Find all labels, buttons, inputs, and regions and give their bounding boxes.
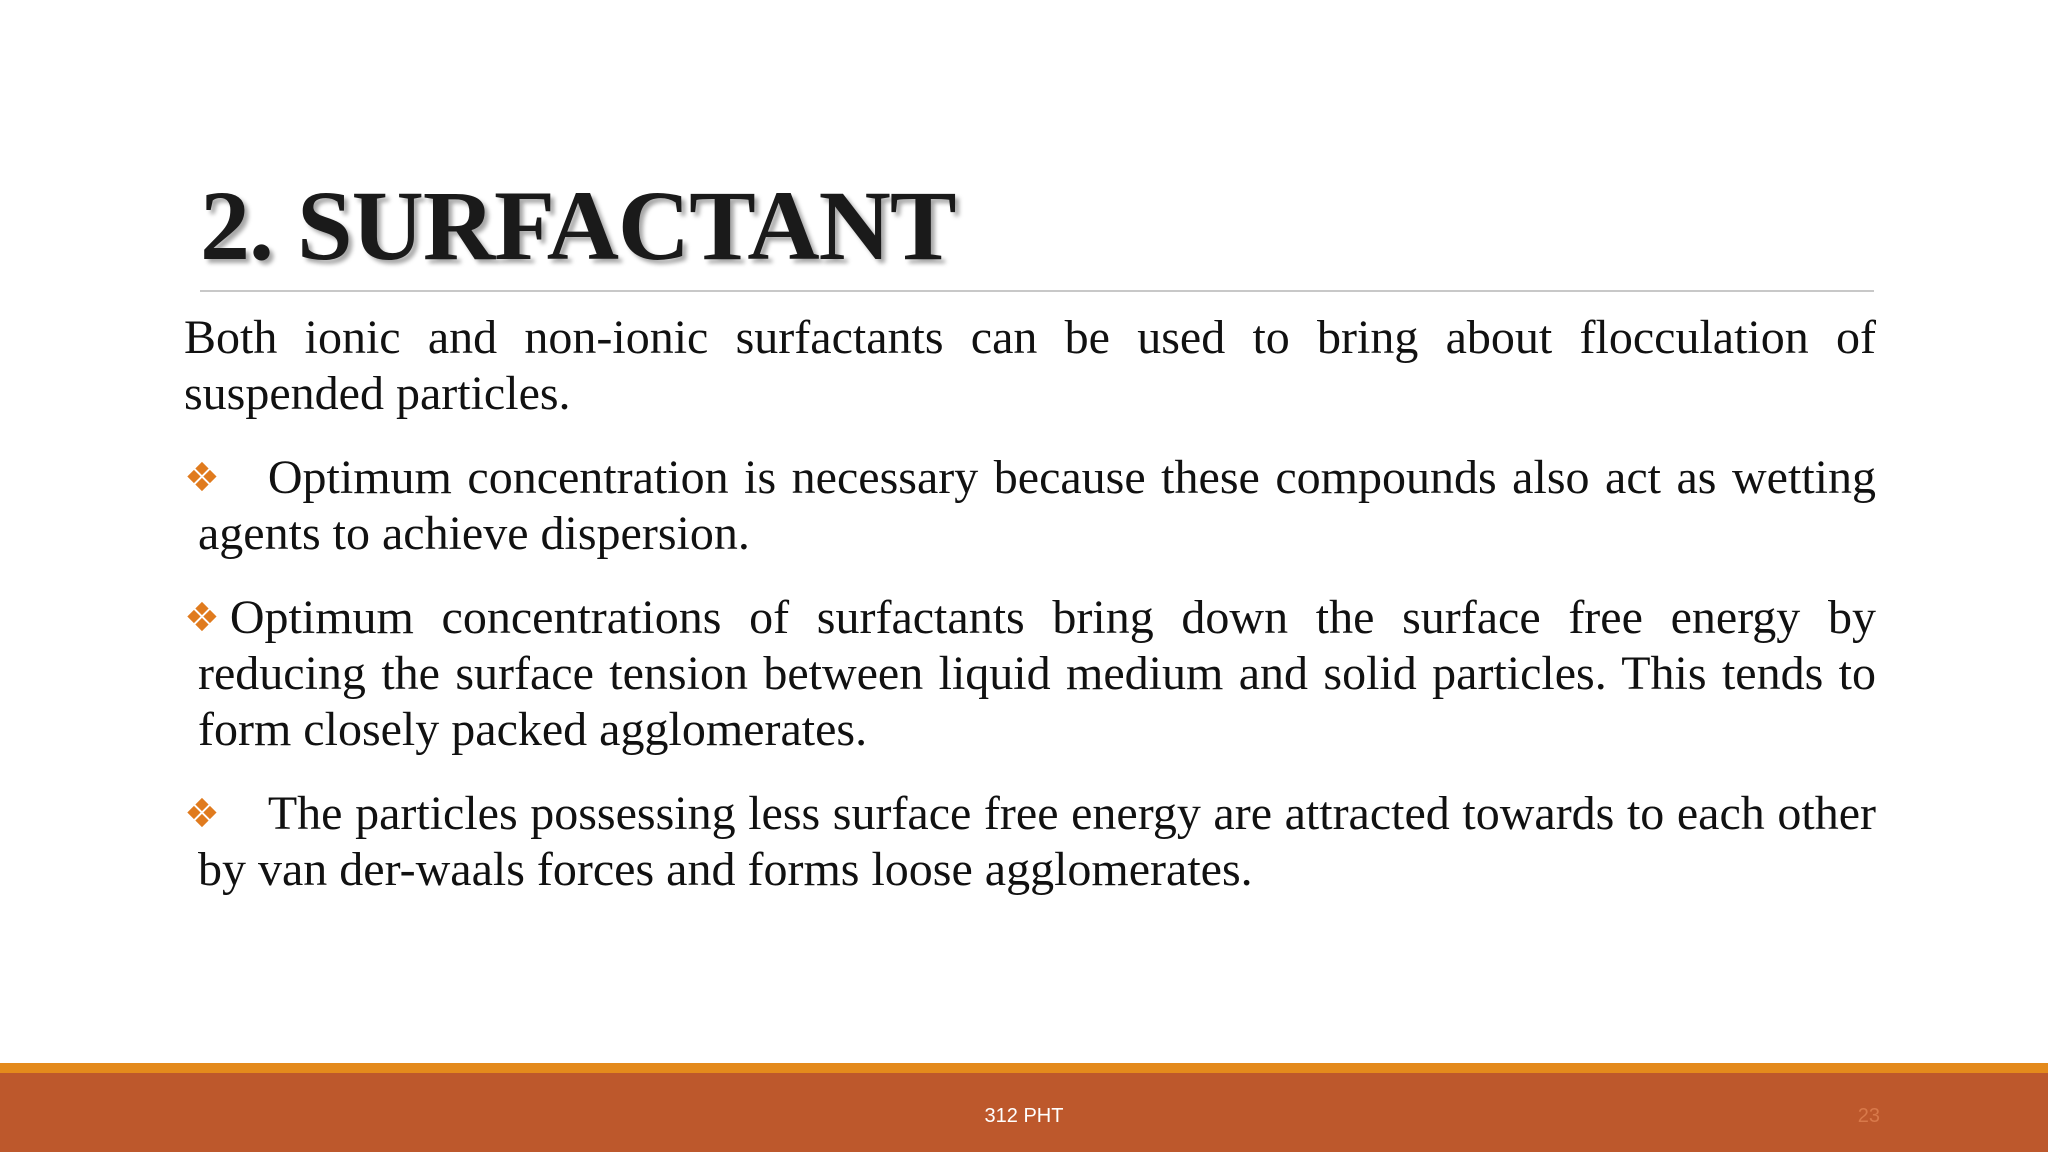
footer-accent-stripe <box>0 1063 2048 1073</box>
diamond-cluster-icon: ❖ <box>184 791 220 837</box>
bullet-item-3 <box>184 786 1876 898</box>
slide-title: 2. SURFACTANT <box>200 170 956 281</box>
bullet-text-3: The particles possessing less surface free energy are attracted towards to each other by van der-waals forces and forms loose agglomerates. <box>198 787 1876 896</box>
title-divider <box>200 290 1874 292</box>
bullet-text-1: Optimum concentration is necessary because these compounds also act as wetting agents to achieve dispersion. <box>198 451 1876 560</box>
intro-paragraph: Both ionic and non-ionic surfactants can be used to bring about flocculation of suspended particles. <box>184 311 1876 420</box>
bullet-text-2: Optimum concentrations of surfactants bring down the surface free energy by reducing the surface tension between liquid medium and solid particles. This tends to form closely packed agglomerates. <box>198 591 1876 756</box>
bullet-item-1 <box>184 450 1876 562</box>
diamond-cluster-icon: ❖ <box>184 595 220 641</box>
diamond-cluster-icon: ❖ <box>184 455 220 501</box>
page-number: 23 <box>1857 1105 1880 1127</box>
bullet-item-2 <box>184 590 1876 758</box>
footer-text: 312 PHT <box>984 1105 1064 1127</box>
slide-content <box>184 310 1876 898</box>
